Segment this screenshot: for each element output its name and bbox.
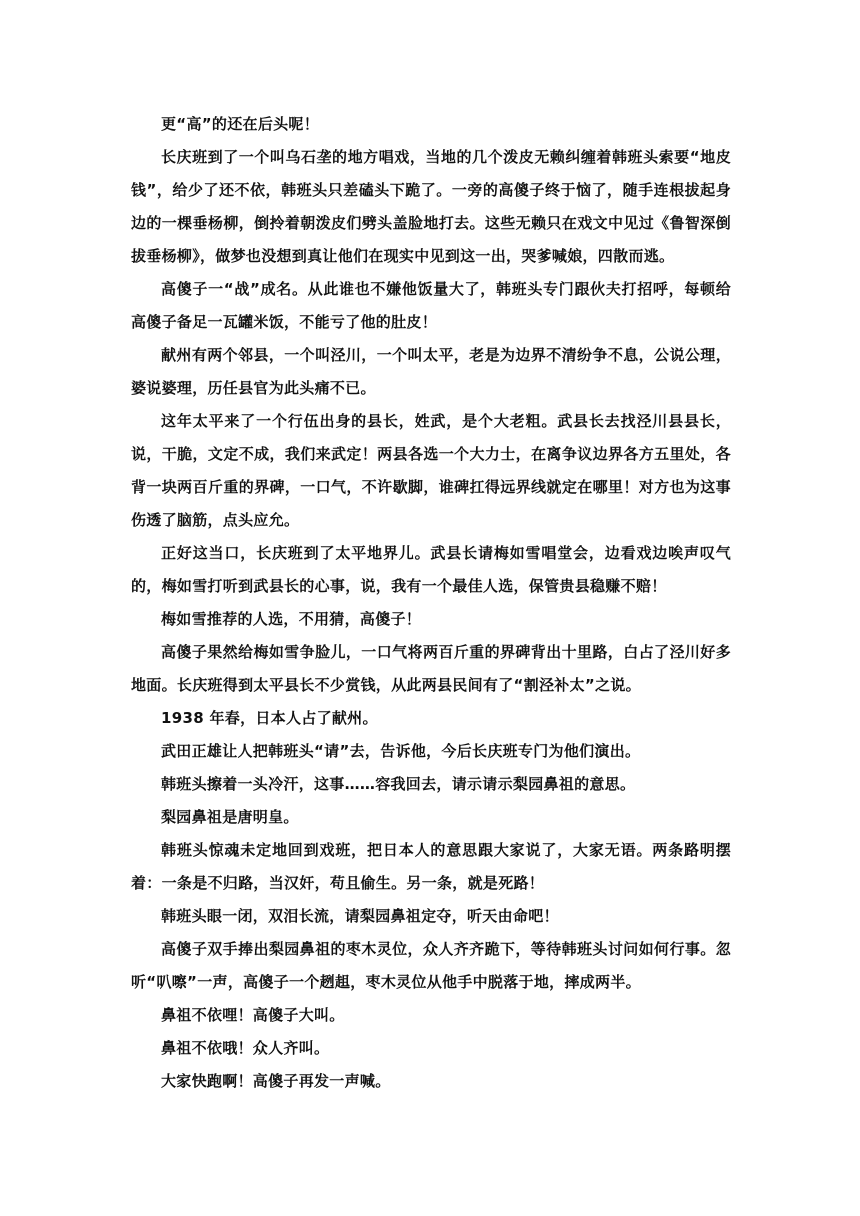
- paragraph: 梅如雪推荐的人选，不用猜，高傻子！: [161, 610, 422, 628]
- paragraph: 梨园鼻祖是唐明皇。: [161, 808, 299, 826]
- paragraph: 韩班头惊魂未定地回到戏班，把日本人的意思跟大家说了，大家无语。两条路明摆着：一条是不归路，当汉奸，苟且偷生。另一条，就是死路！: [131, 841, 731, 892]
- paragraph: 正好这当口，长庆班到了太平地界儿。武县长请梅如雪唱堂会，边看戏边唉声叹气的，梅如雪打听到武县长的心事，说，我有一个最佳人选，保管贵县稳赚不赔！: [131, 544, 731, 595]
- paragraph: 武田正雄让人把韩班头“请”去，告诉他，今后长庆班专门为他们演出。: [161, 742, 641, 760]
- paragraph: 韩班头眼一闭，双泪长流，请梨园鼻祖定夺，听天由命吧！: [161, 907, 559, 925]
- paragraph: 高傻子一“战”成名。从此谁也不嫌他饭量大了，韩班头专门跟伙夫打招呼，每顿给高傻子备足一瓦罐米饭，不能亏了他的肚皮！: [131, 280, 731, 331]
- paragraph: 韩班头擦着一头冷汗，这事……容我回去，请示请示梨园鼻祖的意思。: [161, 775, 636, 793]
- paragraph: 高傻子果然给梅如雪争脸儿，一口气将两百斤重的界碑背出十里路，白占了泾川好多地面。长庆班得到太平县长不少赏钱，从此两县民间有了“割泾补太”之说。: [131, 643, 731, 694]
- paragraph: 高傻子双手捧出梨园鼻祖的枣木灵位，众人齐齐跪下，等待韩班头讨问如何行事。忽听“叭嚓”一声，高傻子一个趔趄，枣木灵位从他手中脱落于地，摔成两半。: [131, 940, 731, 991]
- paragraph: 鼻祖不依哩！高傻子大叫。: [161, 1006, 345, 1024]
- paragraph: 更“高”的还在后头呢！: [161, 115, 320, 133]
- paragraph: 1938 年春，日本人占了献州。: [161, 709, 378, 727]
- paragraph: 鼻祖不依哦！众人齐叫。: [161, 1039, 330, 1057]
- document-page: [131, 108, 731, 1098]
- paragraph: 长庆班到了一个叫乌石垄的地方唱戏，当地的几个泼皮无赖纠缠着韩班头索要“地皮钱”，给少了还不依，韩班头只差磕头下跪了。一旁的高傻子终于恼了，随手连根拔起身边的一棵垂杨柳，倒拎着朝泼皮们劈头盖脸地打去。这些无赖只在戏文中见过《鲁智深倒拔垂杨柳》，做梦也没想到真让他们在现实中见到这一出，哭爹喊娘，四散而逃。: [131, 148, 731, 265]
- paragraph: 献州有两个邻县，一个叫泾川，一个叫太平，老是为边界不清纷争不息，公说公理，婆说婆理，历任县官为此头痛不已。: [131, 346, 731, 397]
- paragraph: 这年太平来了一个行伍出身的县长，姓武，是个大老粗。武县长去找泾川县县长，说，干脆，文定不成，我们来武定！两县各选一个大力士，在离争议边界各方五里处，各背一块两百斤重的界碑，一口气，不许歇脚，谁碑扛得远界线就定在哪里！对方也为这事伤透了脑筋，点头应允。: [131, 412, 731, 529]
- paragraph: 大家快跑啊！高傻子再发一声喊。: [161, 1072, 391, 1090]
